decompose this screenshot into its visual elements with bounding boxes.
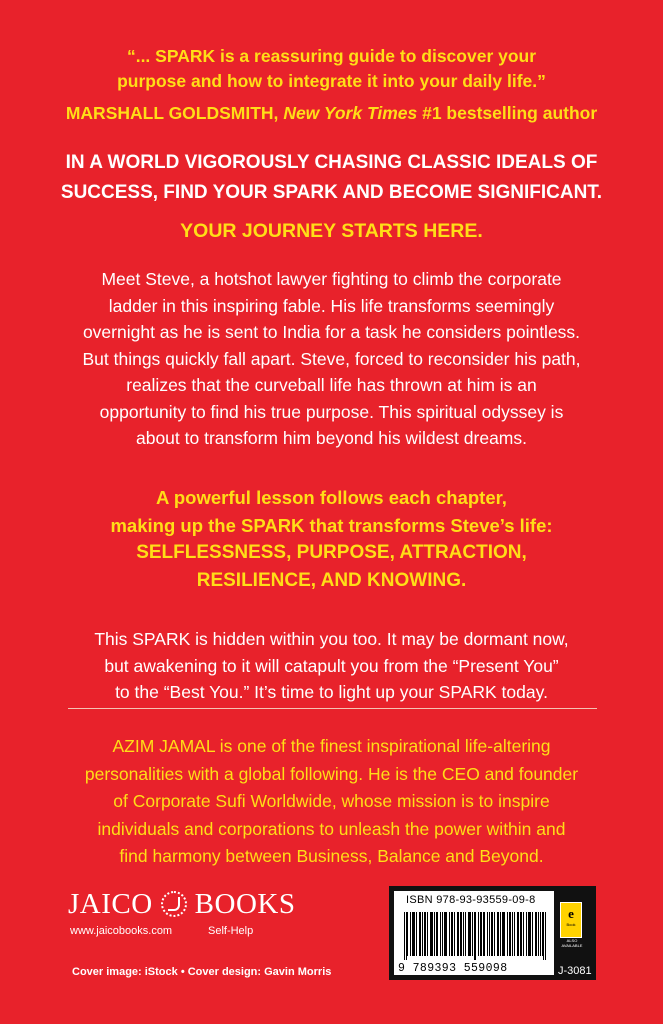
barcode-bar: [475, 912, 476, 960]
barcode-bar: [416, 912, 417, 956]
headline: [0, 148, 663, 208]
barcode-bar: [436, 912, 437, 956]
barcode-bar: [502, 912, 503, 956]
attribution-name: MARSHALL GOLDSMITH,: [65, 103, 279, 123]
barcode-bar: [474, 912, 475, 960]
barcode-bar: [404, 912, 405, 960]
story-line: But things quickly fall apart. Steve, forced to reconsider his path,: [82, 348, 581, 369]
barcode-panel: [389, 886, 596, 980]
barcode-bar: [530, 912, 531, 956]
logo-word-left: JAICO: [68, 888, 153, 920]
barcode-bar: [489, 912, 490, 956]
headline-line: IN A WORLD VIGOROUSLY CHASING CLASSIC IDEALS OF: [65, 152, 598, 173]
spark-values-line: SELFLESSNESS, PURPOSE, ATTRACTION,: [136, 542, 527, 563]
barcode-bar: [535, 912, 536, 956]
isbn-text: ISBN 978-93-93559-09-8: [406, 894, 536, 906]
barcode-bar: [407, 912, 408, 956]
barcode-bars: [404, 912, 546, 960]
lesson-summary: [0, 484, 663, 594]
barcode-bar: [420, 912, 421, 956]
attribution-publication: New York Times: [283, 103, 418, 123]
barcode-bar: [491, 912, 492, 956]
barcode-bar: [494, 912, 495, 956]
barcode-bar: [460, 912, 461, 956]
barcode-bar: [518, 912, 519, 956]
barcode-bar: [458, 912, 459, 956]
barcode-bar: [540, 912, 541, 956]
barcode-bar: [425, 912, 426, 956]
story-line: ladder in this inspiring fable. His life transforms seemingly: [108, 295, 555, 316]
closing-line: to the “Best You.” It’s time to light up your SPARK today.: [115, 682, 548, 702]
lesson-line: A powerful lesson follows each chapter,: [156, 487, 507, 508]
ebook-mark: e: [568, 906, 574, 921]
author-line: individuals and corporations to unleash the power within and: [97, 818, 566, 839]
barcode-bar: [498, 912, 499, 956]
barcode-bar: [526, 912, 527, 956]
lesson-line: making up the SPARK that transforms Steve’s life:: [110, 514, 553, 536]
closing-line: but awakening to it will catapult you from the “Present You”: [104, 655, 559, 676]
barcode-bar: [451, 912, 452, 956]
barcode-bar: [422, 912, 423, 956]
section-divider: [68, 708, 597, 709]
barcode-bar: [497, 912, 498, 956]
closing-line: This SPARK is hidden within you too. It may be dormant now,: [94, 629, 569, 649]
barcode-bar: [528, 912, 529, 956]
author-line: AZIM JAMAL is one of the finest inspirational life-altering: [112, 736, 551, 756]
publisher-emblem-icon: [161, 891, 187, 917]
barcode-bar: [523, 912, 524, 956]
barcode-bar: [424, 912, 425, 956]
barcode-bar: [419, 912, 420, 956]
barcode-bar: [461, 912, 462, 956]
author-bio: [0, 733, 663, 871]
barcode-bar: [413, 912, 414, 956]
barcode-bar: [503, 912, 504, 956]
barcode-bar: [434, 912, 435, 956]
catalog-code: J-3081: [558, 965, 592, 977]
barcode-bar: [457, 912, 458, 956]
publisher-logo: [68, 888, 295, 921]
journey-tagline: YOUR JOURNEY STARTS HERE.: [180, 220, 483, 242]
barcode-bar: [444, 912, 445, 956]
barcode-bar: [545, 912, 546, 960]
story-line: opportunity to find his true purpose. This spiritual odyssey is: [99, 401, 564, 422]
story-blurb: [0, 266, 663, 452]
cover-credits: Cover image: iStock • Cover design: Gavin Morris: [72, 966, 332, 978]
barcode-bar: [446, 912, 447, 956]
barcode-bar: [504, 912, 505, 956]
barcode-bar: [463, 912, 464, 956]
barcode-bar: [449, 912, 450, 956]
barcode-bar: [507, 912, 508, 956]
ebook-badge-icon: [560, 902, 582, 938]
barcode-bar: [410, 912, 411, 956]
barcode-bar: [440, 912, 441, 956]
story-line: about to transform him beyond his wildest dreams.: [135, 428, 527, 448]
barcode-digits: 9 789393 559098: [398, 962, 508, 975]
barcode-bar: [480, 912, 481, 956]
barcode-bar: [412, 912, 413, 956]
barcode-bar: [472, 912, 473, 956]
barcode-bar: [432, 912, 433, 956]
barcode-bar: [492, 912, 493, 956]
barcode-bar: [445, 912, 446, 956]
ebook-sub: Book: [566, 922, 576, 927]
endorsement-quote: [0, 44, 663, 94]
barcode-bar: [532, 912, 533, 956]
logo-word-right: BOOKS: [194, 888, 296, 920]
barcode-bar: [454, 912, 455, 956]
barcode-bar: [500, 912, 501, 956]
barcode-bar: [406, 912, 407, 960]
barcode-bar: [509, 912, 510, 956]
barcode-bar: [437, 912, 438, 956]
barcode-bar: [484, 912, 485, 956]
author-line: personalities with a global following. He is the CEO and founder: [84, 763, 579, 784]
barcode-bar: [512, 912, 513, 956]
barcode-bar: [520, 912, 521, 956]
author-line: of Corporate Sufi Worldwide, whose mission is to inspire: [113, 791, 550, 811]
barcode-bar: [427, 912, 428, 956]
barcode-bar: [536, 912, 537, 956]
quote-line: purpose and how to integrate it into your daily life.”: [117, 71, 546, 91]
barcode-bar: [452, 912, 453, 956]
barcode-bar: [465, 912, 466, 956]
barcode-bar: [529, 912, 530, 956]
barcode-bar: [487, 912, 488, 956]
barcode-bar: [469, 912, 470, 956]
author-line: find harmony between Business, Balance and Beyond.: [119, 846, 544, 866]
barcode-bar: [478, 912, 479, 956]
story-line: Meet Steve, a hotshot lawyer fighting to climb the corporate: [101, 269, 562, 289]
barcode-label: [394, 891, 554, 975]
barcode-bar: [431, 912, 432, 956]
publisher-website: www.jaicobooks.com: [70, 925, 173, 937]
barcode-bar: [430, 912, 431, 956]
barcode-bar: [414, 912, 415, 956]
barcode-bar: [481, 912, 482, 956]
barcode-bar: [517, 912, 518, 956]
barcode-bar: [510, 912, 511, 956]
ebook-available-text: ALSO AVAILABLE: [561, 938, 583, 948]
barcode-bar: [521, 912, 522, 956]
closing-paragraph: [0, 626, 663, 706]
attribution-rest: #1 bestselling author: [422, 103, 598, 123]
barcode-bar: [468, 912, 469, 956]
quote-attribution: [0, 103, 663, 124]
barcode-bar: [538, 912, 539, 956]
genre-label: Self-Help: [208, 925, 254, 937]
barcode-bar: [442, 912, 443, 956]
barcode-bar: [514, 912, 515, 956]
story-line: realizes that the curveball life has thrown at him is an: [126, 375, 537, 395]
headline-line: SUCCESS, FIND YOUR SPARK AND BECOME SIGNIFICANT.: [60, 182, 603, 203]
quote-line: “... SPARK is a reassuring guide to discover your: [126, 46, 537, 66]
barcode-bar: [470, 912, 471, 956]
spark-values-line: RESILIENCE, AND KNOWING.: [196, 569, 467, 591]
barcode-bar: [543, 912, 544, 960]
barcode-bar: [542, 912, 543, 956]
barcode-bar: [483, 912, 484, 956]
story-line: overnight as he is sent to India for a task he considers pointless.: [82, 322, 581, 342]
